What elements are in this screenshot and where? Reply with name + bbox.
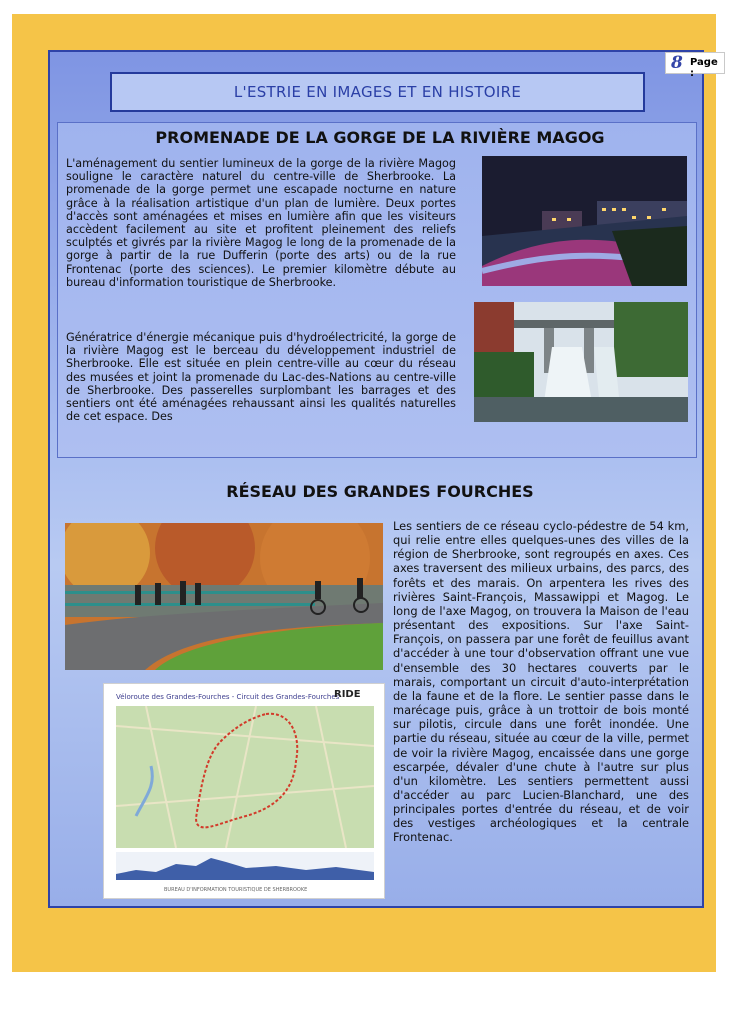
gorge-night-illustration [482, 156, 687, 286]
route-map-illustration [116, 706, 374, 848]
reseau-paragraph: Les sentiers de ce réseau cyclo-pédestre de 54 km, qui relie entre elles quelques-unes des villes de la région de Sherbrooke, sont regroupés en axes. Ces axes traversent des milieux urbains, des parcs, des forêts et des marais. On arpentera les rives des rivières Saint-François, Massawippi et Magog. Le long de l'axe Magog, on trouvera la Maison de l'eau présentant des expositions. Sur l'axe Saint-François, on passera par une forêt de feuillus avant d'accéder à une tour d'observation offrant une vue d'ensemble des 30 hectares couverts par le marais, comportant un circuit d'auto-interprétation de la faune et de la flore. Le sentier passe dans le marécage puis, grâce à un trottoir de bois monté sur pilotis, circule dans une forêt inondée. Une partie du réseau, située au cœur de la ville, permet de voir la rivière Magog, encaissée dans une gorge escarpée, dévaler d'une chute à l'autre sur plus d'un kilomètre. Les sentiers permettent aussi d'accéder au parc Lucien-Blanchard, une des principales portes d'entrée du réseau, et de voir des vestiges archéologiques et la centrale Frontenac. [393, 519, 689, 845]
map-area [116, 706, 374, 848]
page-number: 8 [671, 53, 683, 73]
elevation-profile-illustration [116, 852, 374, 880]
promenade-paragraph-1: L'aménagement du sentier lumineux de la gorge de la rivière Magog souligne le caractère naturel du centre-ville de Sherbrooke. La promenade de la gorge permet une escapade nocturne en nature grâce à la réalisation artistique d'un plan de lumière. Deux portes d'accès sont aménagées et mises en lumière afin que les visiteurs accèdent facilement au site et profitent pleinement des reliefs sculptés et givrés par la rivière Magog le long de la promenade de la gorge à partir de la rue Dufferin (porte des arts) ou de la rue Frontenac (porte des sciences). Le premier kilomètre débute au bureau d'information touristique de Sherbrooke. [66, 157, 456, 289]
promenade-paragraph-2: Génératrice d'énergie mécanique puis d'hydroélectricité, la gorge de la rivière Magog est le berceau du développement industriel de Sherbrooke. Elle est située en plein centre-ville au cœur du réseau des musées et joint la promenade du Lac-des-Nations au centre-ville de Sherbrooke. Des passerelles surplombant les barrages et des sentiers ont été aménagées rehaussant ainsi les qualités naturelles de cet espace. Des [66, 331, 456, 424]
autumn-trail-illustration [65, 523, 383, 670]
trail-map [103, 683, 385, 899]
section-banner [110, 72, 645, 112]
autumn-trail-photo [65, 523, 383, 670]
dam-waterfall-illustration [474, 302, 688, 422]
reseau-heading: RÉSEAU DES GRANDES FOURCHES [226, 482, 534, 501]
map-brand-logo: RIDE [334, 689, 361, 700]
page-number-tab [665, 52, 725, 79]
page-label: Page : [690, 57, 718, 79]
map-elevation-profile [116, 852, 374, 880]
gorge-night-photo [482, 156, 687, 286]
dam-waterfall-photo [474, 302, 688, 422]
promenade-heading: PROMENADE DE LA GORGE DE LA RIVIÈRE MAGOG [155, 128, 605, 147]
banner-title: L'ESTRIE EN IMAGES ET EN HISTOIRE [233, 83, 522, 101]
map-footer: BUREAU D'INFORMATION TOURISTIQUE DE SHERBROOKE [164, 887, 308, 893]
map-title: Véloroute des Grandes-Fourches - Circuit des Grandes-Fourches [116, 693, 340, 701]
